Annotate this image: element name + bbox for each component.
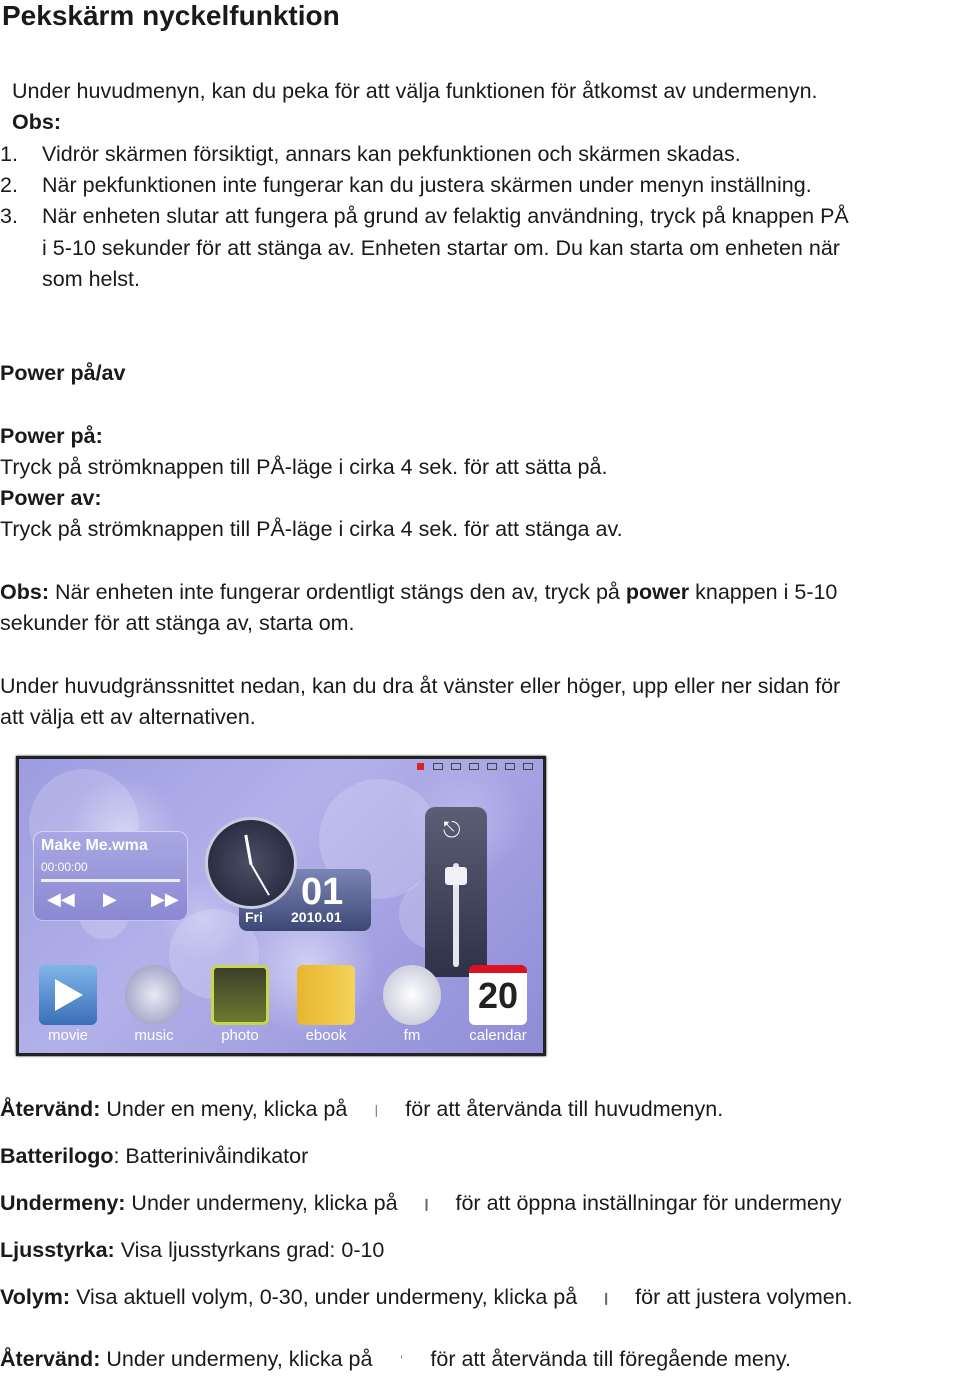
app-fm[interactable] (373, 965, 451, 1049)
rewind-icon[interactable]: ◀◀ (47, 889, 75, 909)
legend-item: Undermeny: Under undermeny, klicka på ❙ för att öppna inställningar för undermeny (0, 1188, 842, 1220)
volume-icon: ❙ (601, 1290, 612, 1305)
page-title: Pekskärm nyckelfunktion (2, 0, 340, 31)
legend-item: Batterilogo: Batterinivåindikator (0, 1144, 309, 1168)
power-on-label: Power på: (0, 424, 103, 448)
app-calendar[interactable] (459, 965, 537, 1049)
legend-item: Återvänd: Under en meny, klicka på ❘ för att återvända till huvudmenyn. (0, 1094, 723, 1126)
date-year-month: 2010.01 (291, 909, 342, 925)
clock-widget[interactable] (205, 817, 297, 909)
list-item: 2. När pekfunktionen inte fungerar kan du justera skärmen under menyn inställning. (0, 173, 812, 197)
player-time: 00:00:00 (41, 860, 88, 874)
list-item: 3. När enheten slutar att fungera på grund av felaktig användning, tryck på knappen PÅ (0, 204, 849, 228)
player-track-title: Make Me.wma (41, 837, 148, 854)
note-paragraph: Obs: När enheten inte fungerar ordentligt stängs den av, tryck på power knappen i 5-10 (0, 580, 838, 604)
status-bar (19, 759, 543, 773)
app-movie[interactable] (29, 965, 107, 1049)
status-indicator-icon (417, 763, 424, 770)
swipe-text: att välja ett av alternativen. (0, 705, 256, 729)
list-item-continued: som helst. (42, 267, 140, 291)
swipe-text: Under huvudgränssnittet nedan, kan du dra åt vänster eller höger, upp eller ner sidan för (0, 674, 841, 698)
play-icon[interactable]: ▶ (103, 889, 117, 909)
list-item: 1. Vidrör skärmen försiktigt, annars kan pekfunktionen och skärmen skadas. (0, 142, 741, 166)
app-music[interactable] (115, 965, 193, 1049)
status-icon (487, 763, 497, 770)
power-off-text: Tryck på strömknappen till PÅ-läge i cirka 4 sek. för att stänga av. (0, 517, 623, 541)
app-label: photo (221, 1027, 259, 1044)
intro-text: Under huvudmenyn, kan du peka för att välja funktionen för åtkomst av undermenyn. (12, 79, 818, 103)
device-screenshot (16, 756, 546, 1056)
clock-minute-hand (250, 864, 270, 896)
date-day-number: 01 (301, 871, 344, 913)
ebook-icon (297, 965, 355, 1025)
obs-label: Obs: (12, 110, 61, 134)
legend-item: Volym: Visa aktuell volym, 0-30, under undermeny, klicka på ❙ för att justera volymen. (0, 1282, 853, 1314)
app-ebook[interactable] (287, 965, 365, 1049)
back-icon: ‘ (400, 1352, 403, 1367)
power-on-text: Tryck på strömknappen till PÅ-läge i cirka 4 sek. för att sätta på. (0, 455, 608, 479)
legend-item: Återvänd: Under undermeny, klicka på ‘ för att återvända till föregående meny. (0, 1344, 791, 1376)
app-label: movie (47, 1027, 88, 1044)
clock-hour-hand (244, 835, 252, 865)
music-player-widget[interactable] (33, 831, 188, 921)
app-label: calendar (469, 1027, 527, 1044)
status-icon (433, 763, 443, 770)
app-photo[interactable] (201, 965, 279, 1049)
app-dock (29, 965, 541, 1049)
movie-icon (39, 965, 97, 1025)
player-progress-bar[interactable] (41, 879, 180, 882)
calendar-icon: 20 (469, 965, 527, 1025)
fm-icon (383, 965, 441, 1025)
battery-icon (505, 763, 515, 770)
power-off-label: Power av: (0, 486, 102, 510)
music-icon (125, 965, 183, 1025)
fast-forward-icon[interactable]: ▶▶ (151, 889, 179, 909)
brightness-icon (523, 763, 533, 770)
home-screen (19, 759, 543, 1053)
volume-slider-knob[interactable] (445, 867, 467, 885)
submenu-icon: ❙ (421, 1196, 432, 1211)
headphones-icon: ⎋ (443, 817, 461, 842)
app-label: ebook (305, 1027, 347, 1044)
volume-widget[interactable] (425, 807, 487, 977)
status-icon (451, 763, 461, 770)
home-icon: ❘ (371, 1102, 382, 1117)
list-item-continued: i 5-10 sekunder för att stänga av. Enheten startar om. Du kan starta om enheten när (42, 236, 840, 260)
app-label: music (134, 1027, 174, 1044)
legend-item: Ljusstyrka: Visa ljusstyrkans grad: 0-10 (0, 1238, 385, 1262)
photo-icon (211, 965, 269, 1025)
date-weekday: Fri (245, 909, 263, 925)
app-label: fm (403, 1027, 421, 1044)
power-heading: Power på/av (0, 361, 126, 385)
status-icon (469, 763, 479, 770)
note-line2: sekunder för att stänga av, starta om. (0, 611, 355, 635)
